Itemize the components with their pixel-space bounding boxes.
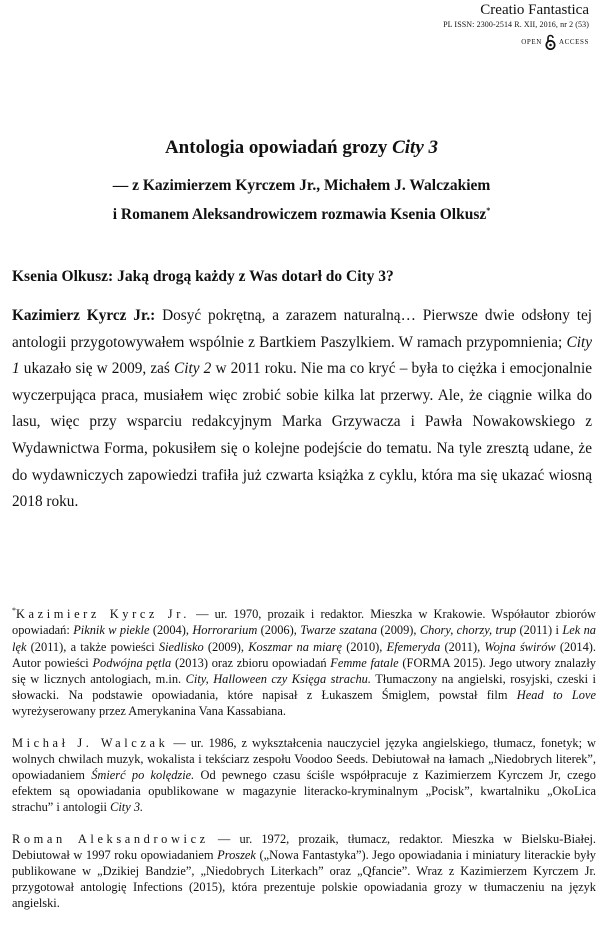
answer-italic: City 2: [174, 360, 212, 378]
article-subtitle-2: [0, 206, 603, 224]
note-italic: Head to Love: [516, 688, 597, 703]
note-text: (2014). Autor powieści: [12, 639, 597, 670]
open-access-label-right: ACCESS: [558, 38, 589, 46]
note-text: — ur. 1972, prozaik, tłumacz, redaktor. Mieszka w Bielsku-Białej. Debiutował w 1997 roku opowiadaniem: [12, 831, 597, 862]
article-title-main: Antologia opowiadań grozy: [164, 137, 393, 158]
footnote-marker: *: [12, 606, 16, 615]
note-italic: Wojna świrów: [484, 639, 556, 654]
note-italic: City, Halloween czy Księga strachu.: [185, 671, 371, 686]
article-subtitle-2-text: i Romanem Aleksandrowiczem rozmawia Ksenia Olkusz: [112, 206, 487, 224]
author-name: Roman Aleksandrowicz: [12, 831, 209, 846]
note-text: (2011) i: [516, 623, 563, 638]
interview-question: Ksenia Olkusz: Jaką drogą każdy z Was dotarł do City 3?: [12, 268, 394, 285]
footnote-marker: *: [486, 206, 491, 215]
note-text: (2009),: [377, 623, 420, 638]
note-text: („Nowa Fantastyka”). Jego opowiadania i miniatury literackie były publikowane w „Dzikiej Bandzie”, „Niedobrych Literkach” oraz „Qfancie”. Wraz z Kazimierzem Kyrczem Jr. przygotował antologię Infections (2015), która prezentuje polskie opowiadania grozy w tłumaczeniu na język angielski.: [12, 847, 596, 911]
answer-italic: City 1: [12, 333, 592, 378]
interview-answer: [12, 303, 592, 516]
note-text: (2011),: [440, 639, 485, 654]
open-access-badge: [443, 34, 589, 50]
note-text: (2009),: [203, 639, 249, 654]
note-italic: Siedlisko: [158, 639, 204, 654]
note-italic: Proszek: [217, 847, 256, 862]
note-italic: Femme fatale: [330, 655, 399, 670]
note-text: Od pewnego czasu ściśle współpracuje z Kazimierzem Kyrczem Jr, czego efektem są opowiadania opublikowane w magazynie literacko-kryminalnym „Pocisk”, kwartalniku „OkoLica strachu” i antologii: [12, 767, 596, 815]
note-text: (2013) oraz zbioru opowiadań: [171, 655, 331, 670]
author-name: Kazimierz Kyrcz Jr.: [16, 607, 190, 622]
note-italic: Twarze szatana: [300, 623, 378, 638]
answer-text: w 2011 roku. Nie ma co kryć – była to ciężka i emocjonalnie wyczerpująca praca, musiałem więc zrobić sobie kilka lat przerwy. Ale, że ciągnie wilka do lasu, więc przy wsparciu redakcyjnym Marka Grzywacza i Pawła Nowakowskiego z Wydawnictwa Forma, pokusiłem się o kolejne podejście do tematu. Na tyle zresztą udane, że do wydawniczych zapowiedzi trafiła już czwarta książka z cyklu, która ma się ukazać wiosną 2018 roku.: [12, 360, 592, 511]
note-italic: Piknik w piekle: [73, 623, 150, 638]
note-italic: Efemeryda: [386, 639, 441, 654]
note-italic: Koszmar na miarę: [248, 639, 343, 654]
note-italic: Śmierć po kolędzie.: [91, 767, 195, 782]
answer-text: Dosyć pokrętną, a zarazem naturalną… Pierwsze dwie odsłony tej antologii przygotowywałem wspólnie z Bartkiem Paszylkiem. W ramach przypomnienia;: [12, 307, 592, 351]
note-italic: Horrorarium: [192, 623, 258, 638]
article-title: [0, 137, 603, 159]
note-text: (2004),: [149, 623, 193, 638]
note-italic: Chory, chorzy, trup: [419, 623, 517, 638]
author-note-walczak: [12, 735, 596, 816]
journal-name: Creatio Fantastica: [480, 2, 589, 18]
note-text: (2010),: [342, 639, 387, 654]
note-text: (2006),: [257, 623, 301, 638]
answer-text: ukazało się w 2009, zaś: [19, 360, 175, 378]
open-access-label-left: OPEN: [521, 38, 542, 46]
note-text: — ur. 1986, z wykształcenia nauczyciel języka angielskiego, tłumacz, fonetyk; w wolnych chwilach muzyk, wokalista i tekściarz zespołu Voodoo Seeds. Debiutował na łamach „Niedobrych literek”, opowiadaniem: [12, 735, 597, 782]
note-text: — ur. 1970, prozaik i redaktor. Mieszka w Krakowie. Współautor zbiorów opowiadań:: [12, 607, 596, 638]
author-note-aleksandrowicz: [12, 831, 596, 912]
open-access-lock-icon: [545, 34, 556, 50]
note-text: Tłumaczony na angielski, rosyjski, czeski i słowacki. Na podstawie opowiadania, które napisał z Łukaszem Śmiglem, powstał film: [12, 671, 596, 703]
article-subtitle-1: — z Kazimierzem Kyrczem Jr., Michałem J. Walczakiem: [112, 177, 491, 194]
author-note-kyrcz: [12, 603, 596, 720]
journal-header: [443, 2, 589, 50]
note-italic: Podwójna pętla: [92, 655, 172, 670]
answer-speaker: Kazimierz Kyrcz Jr.:: [12, 307, 156, 324]
note-text: (2011), a także powieści: [26, 639, 159, 654]
journal-issn: PL ISSN: 2300-2514 R. XII, 2016, nr 2 (53): [443, 20, 589, 29]
author-name: Michał J. Walczak: [12, 735, 169, 750]
article-title-italic: City 3: [392, 137, 439, 158]
author-notes: [12, 603, 596, 927]
note-italic: City 3.: [110, 800, 144, 815]
note-text: wyreżyserowany przez Amerykanina Vana Kassabiana.: [12, 704, 286, 719]
note-text: (FORMA 2015). Jego utwory znalazły się w licznych antologiach, m.in.: [12, 655, 596, 686]
note-italic: Lek na lęk: [12, 623, 596, 654]
